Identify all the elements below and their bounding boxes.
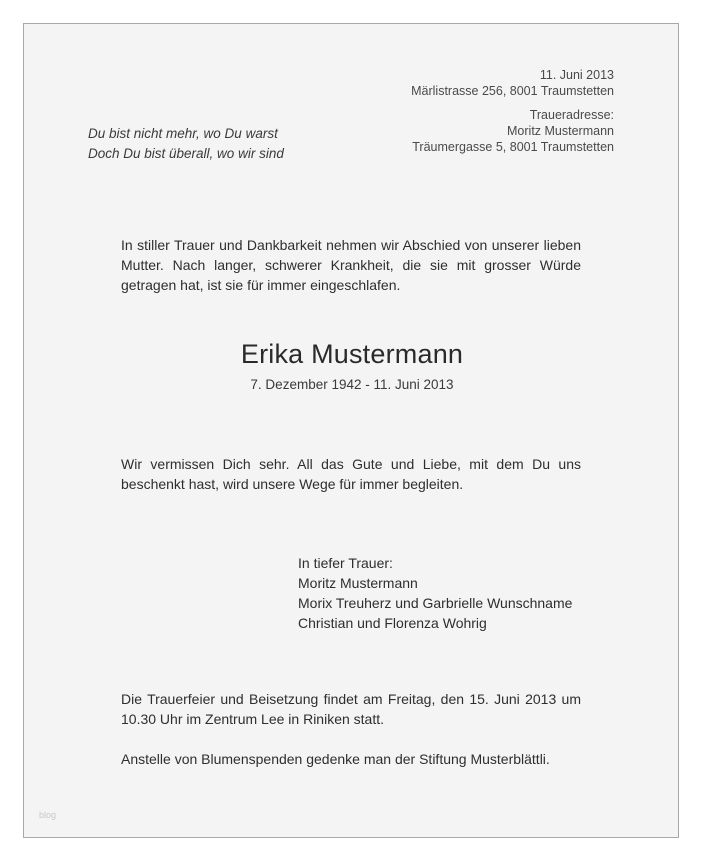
obituary-card — [23, 23, 679, 838]
watermark: blog — [39, 810, 57, 820]
life-dates: 7. Dezember 1942 - 11. Juni 2013 — [250, 377, 454, 392]
mourner-name: Christian und Florenza Wohrig — [298, 615, 487, 631]
donation-paragraph: Anstelle von Blumenspenden gedenke man der Stiftung Musterblättli. — [121, 751, 550, 767]
mourning-address: Träumergasse 5, 8001 Traumstetten — [412, 140, 614, 154]
sender-date: 11. Juni 2013 — [539, 68, 614, 82]
mourners-list — [298, 553, 572, 633]
mourning-contact-name: Moritz Mustermann — [507, 124, 614, 138]
message-paragraph: Wir vermissen Dich sehr. All das Gute und Liebe, mit dem Du uns beschenkt hast, wird unsere Wege für immer begleiten. — [121, 456, 581, 492]
intro-paragraph: In stiller Trauer und Dankbarkeit nehmen wir Abschied von unserer lieben Mutter. Nach langer, schwerer Krankheit, die sie mit grosser Würde getragen hat, ist sie für immer eingeschlafen. — [121, 237, 581, 293]
mourner-name: Moritz Mustermann — [298, 575, 418, 591]
sender-address: Märlistrasse 256, 8001 Traumstetten — [411, 84, 614, 98]
verse-line-1: Du bist nicht mehr, wo Du warst — [88, 126, 278, 141]
deceased-name: Erika Mustermann — [240, 339, 464, 369]
mourner-name: Morix Treuherz und Garbrielle Wunschname — [298, 595, 573, 611]
service-paragraph: Die Trauerfeier und Beisetzung findet am Freitag, den 15. Juni 2013 um 10.30 Uhr im Zentrum Lee in Riniken statt. — [121, 691, 581, 727]
verse — [88, 124, 284, 164]
mourning-address-label: Traueradresse: — [529, 108, 614, 122]
verse-line-2: Doch Du bist überall, wo wir sind — [88, 146, 284, 161]
mourners-heading: In tiefer Trauer: — [298, 555, 393, 571]
sender-block — [411, 67, 614, 155]
